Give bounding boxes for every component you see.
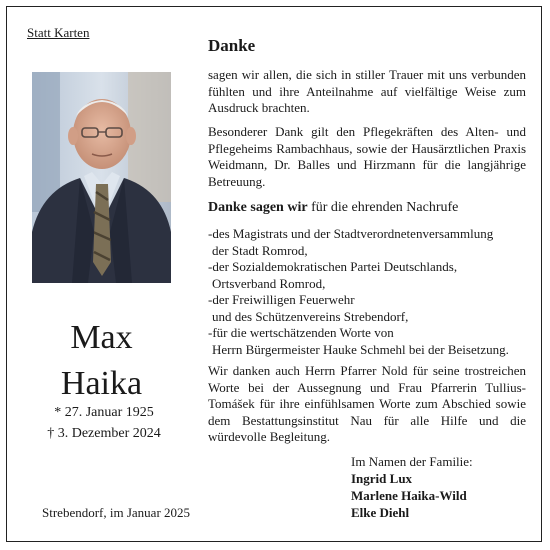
statt-karten-label: Statt Karten — [27, 25, 90, 40]
paragraph-thanks-all: sagen wir allen, die sich in stiller Trauer mit uns verbunden fühlten und ihre Anteilnahme auf vielfältige Weise zum Ausdruck brachten. — [208, 67, 526, 115]
thanks-rest-phrase: für die ehrenden Nachrufe — [307, 200, 459, 215]
obituary-card — [6, 6, 542, 542]
list-item: Ortsverband Romrod, — [212, 275, 326, 291]
family-member-name: Marlene Haika-Wild — [351, 488, 467, 503]
obituary-list — [208, 226, 526, 358]
thanks-obituaries-line — [208, 200, 526, 217]
family-intro: Im Namen der Familie: — [351, 454, 473, 469]
portrait-photo — [32, 72, 171, 283]
family-member-name: Ingrid Lux — [351, 471, 413, 486]
deceased-last-name: Haika — [60, 365, 143, 402]
thanks-title: Danke — [208, 36, 256, 55]
list-item: der Stadt Romrod, — [212, 242, 308, 258]
paragraph-pastors-thanks: Wir danken auch Herrn Pfarrer Nold für seine trostreichen Worte bei der Aussegnung und Frau Pfarrerin Tullius-Tomášek für ihre einfühlsamen Worte zum Abschied sowie dem Bestattungsinstitut Nau für alle Hilfe und die würdevolle Begleitung. — [208, 363, 526, 444]
place-and-date: Strebendorf, im Januar 2025 — [42, 505, 191, 520]
list-item: -des Magistrats und der Stadtverordnetenversammlung — [208, 226, 494, 241]
list-item: und des Schützenvereins Strebendorf, — [212, 308, 409, 324]
family-member-name: Elke Diehl — [351, 505, 410, 520]
paragraph-special-thanks: Besonderer Dank gilt den Pflegekräften des Alten- und Pflegeheims Rambachhaus, sowie der Hausärztlichen Praxis Weidmann, Dr. Balles und Hirzmann für die langjährige Betreuung. — [208, 124, 526, 189]
family-signature — [351, 453, 473, 521]
thanks-bold-phrase: Danke sagen wir — [208, 200, 308, 215]
list-item: Herrn Bürgermeister Hauke Schmehl bei der Beisetzung. — [212, 341, 509, 357]
birth-date: * 27. Januar 1925 — [54, 405, 154, 420]
portrait-illustration — [32, 72, 171, 283]
death-date: † 3. Dezember 2024 — [47, 426, 161, 441]
deceased-first-name: Max — [70, 319, 133, 356]
list-item: -der Sozialdemokratischen Partei Deutschlands, — [208, 259, 458, 274]
list-item: -für die wertschätzenden Worte von — [208, 325, 394, 340]
list-item: -der Freiwilligen Feuerwehr — [208, 292, 355, 307]
